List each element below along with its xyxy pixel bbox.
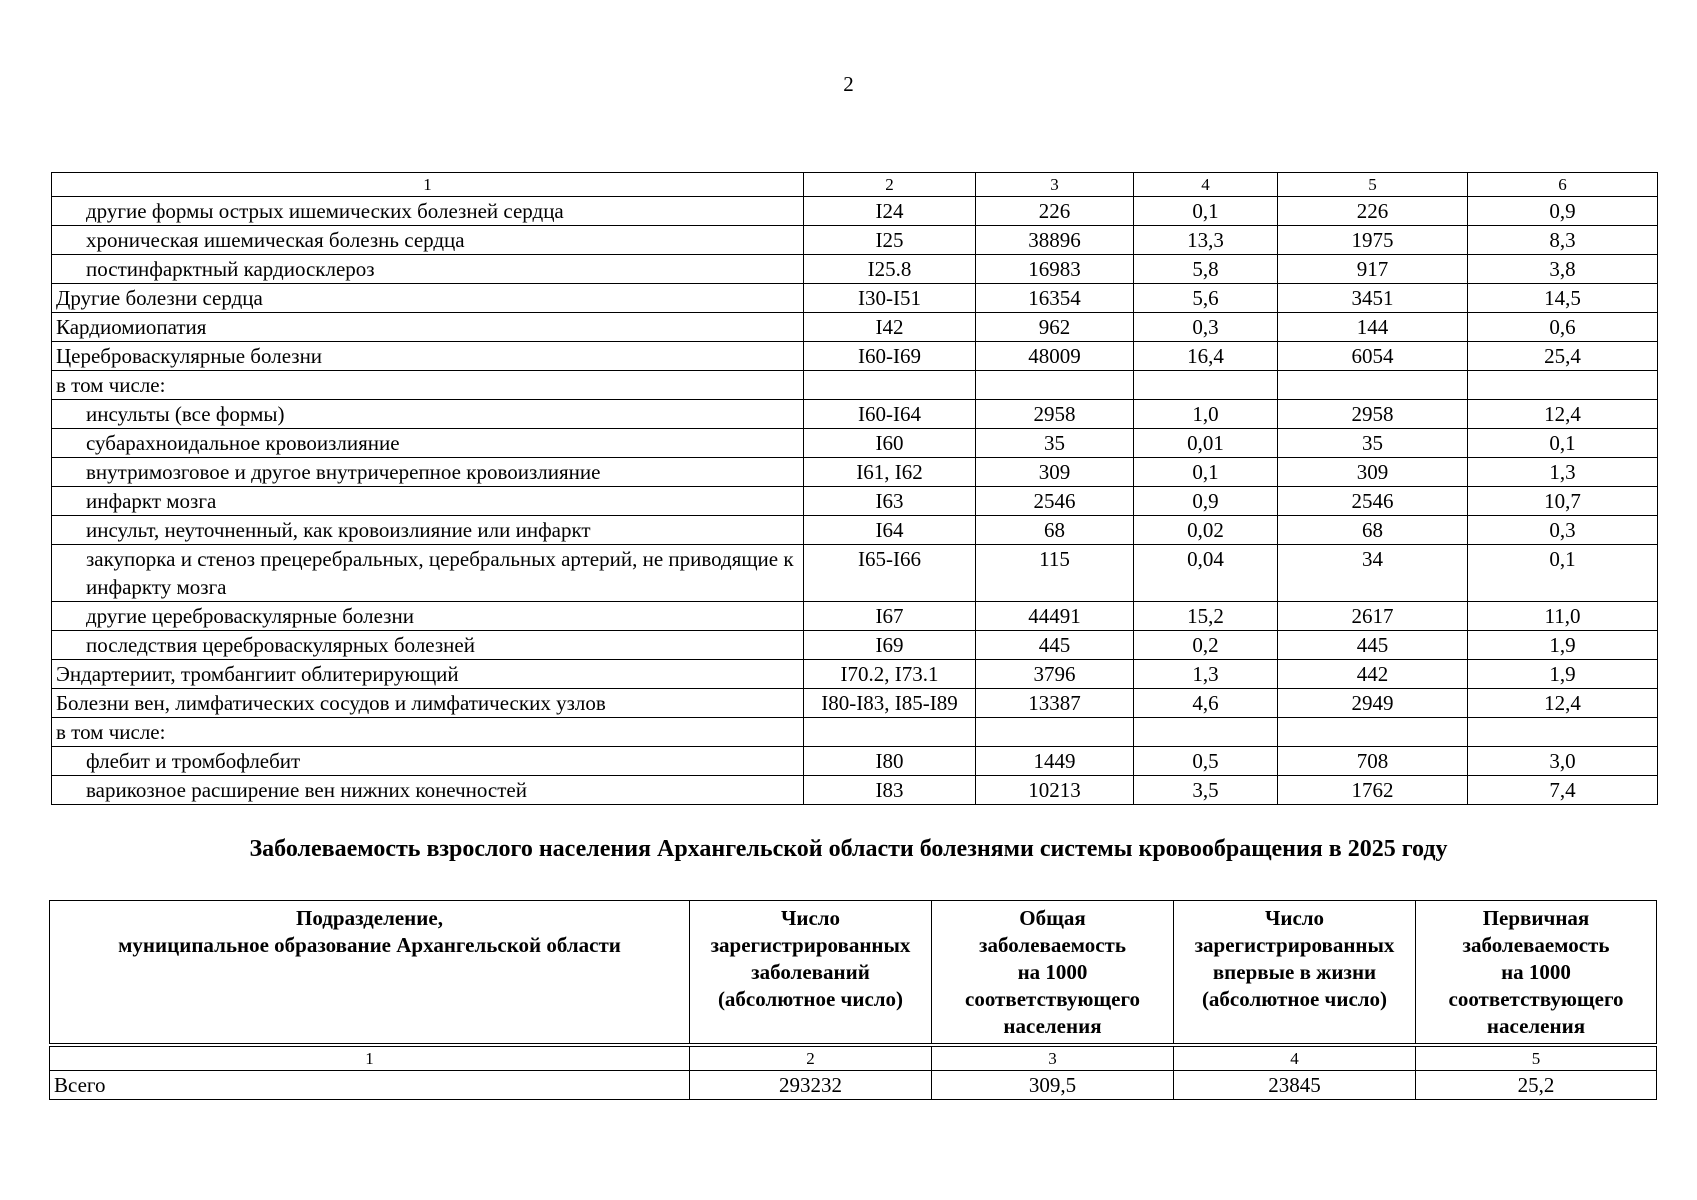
value-cell: 15,2	[1134, 602, 1278, 631]
disease-name: Эндартериит, тромбангиит облитерирующий	[52, 660, 804, 689]
value-cell: 48009	[976, 342, 1134, 371]
value-cell: 68	[1278, 516, 1468, 545]
table-row	[52, 197, 1658, 226]
value-cell: 3451	[1278, 284, 1468, 313]
value-cell: 0,1	[1134, 458, 1278, 487]
icd-code: I60	[804, 429, 976, 458]
value-cell: 0,04	[1134, 545, 1278, 602]
value-cell: 12,4	[1468, 689, 1658, 718]
icd-code: I64	[804, 516, 976, 545]
value-cell: 2949	[1278, 689, 1468, 718]
disease-name: флебит и тромбофлебит	[52, 747, 804, 776]
disease-name: Другие болезни сердца	[52, 284, 804, 313]
disease-name: постинфарктный кардиосклероз	[52, 255, 804, 284]
column-number: 1	[52, 173, 804, 197]
value-cell: 309	[976, 458, 1134, 487]
value-cell: 3796	[976, 660, 1134, 689]
table-row	[52, 776, 1658, 805]
table-row	[52, 400, 1658, 429]
icd-code: I24	[804, 197, 976, 226]
icd-code	[804, 371, 976, 400]
value-cell: 309,5	[932, 1071, 1174, 1100]
value-cell: 5,8	[1134, 255, 1278, 284]
column-number: 3	[932, 1045, 1174, 1071]
value-cell: 445	[1278, 631, 1468, 660]
value-cell: 445	[976, 631, 1134, 660]
value-cell: 0,02	[1134, 516, 1278, 545]
value-cell: 309	[1278, 458, 1468, 487]
icd-code: I60-I64	[804, 400, 976, 429]
value-cell: 34	[1278, 545, 1468, 602]
disease-name: инфаркт мозга	[52, 487, 804, 516]
value-cell: 16,4	[1134, 342, 1278, 371]
value-cell: 35	[1278, 429, 1468, 458]
value-cell: 1449	[976, 747, 1134, 776]
value-cell	[976, 371, 1134, 400]
value-cell: 293232	[690, 1071, 932, 1100]
value-cell: 35	[976, 429, 1134, 458]
table-row	[52, 371, 1658, 400]
column-number: 5	[1416, 1045, 1657, 1071]
value-cell: 25,4	[1468, 342, 1658, 371]
icd-code: I25.8	[804, 255, 976, 284]
value-cell: 16354	[976, 284, 1134, 313]
column-header: Первичная заболеваемость на 1000 соответствующего населения	[1416, 901, 1657, 1046]
icd-code: I63	[804, 487, 976, 516]
column-number: 4	[1174, 1045, 1416, 1071]
column-number: 4	[1134, 173, 1278, 197]
icd-code: I80	[804, 747, 976, 776]
value-cell: 6054	[1278, 342, 1468, 371]
column-number: 6	[1468, 173, 1658, 197]
value-cell: 0,9	[1468, 197, 1658, 226]
disease-name: инсульты (все формы)	[52, 400, 804, 429]
value-cell: 3,8	[1468, 255, 1658, 284]
column-header: Число зарегистрированных заболеваний (абсолютное число)	[690, 901, 932, 1046]
value-cell: 1,0	[1134, 400, 1278, 429]
value-cell: 0,3	[1134, 313, 1278, 342]
value-cell: 2546	[976, 487, 1134, 516]
value-cell: 44491	[976, 602, 1134, 631]
value-cell: 5,6	[1134, 284, 1278, 313]
column-number: 1	[50, 1045, 690, 1071]
table-row	[52, 458, 1658, 487]
value-cell: 1,3	[1134, 660, 1278, 689]
adult-incidence-table	[49, 900, 1657, 1100]
value-cell: 7,4	[1468, 776, 1658, 805]
table-row	[52, 602, 1658, 631]
column-header: Число зарегистрированных впервые в жизни (абсолютное число)	[1174, 901, 1416, 1046]
table-row	[52, 255, 1658, 284]
value-cell: 4,6	[1134, 689, 1278, 718]
table-row	[52, 545, 1658, 602]
header-row	[50, 901, 1657, 1046]
table-row	[52, 747, 1658, 776]
disease-name: Болезни вен, лимфатических сосудов и лимфатических узлов	[52, 689, 804, 718]
value-cell: 8,3	[1468, 226, 1658, 255]
value-cell: 226	[1278, 197, 1468, 226]
table-row	[50, 1071, 1657, 1100]
region-name: Всего	[50, 1071, 690, 1100]
value-cell: 3,5	[1134, 776, 1278, 805]
cardio-disease-table	[51, 172, 1658, 805]
value-cell: 2958	[1278, 400, 1468, 429]
value-cell: 442	[1278, 660, 1468, 689]
table-row	[52, 226, 1658, 255]
value-cell: 708	[1278, 747, 1468, 776]
value-cell: 3,0	[1468, 747, 1658, 776]
value-cell: 13387	[976, 689, 1134, 718]
table-row	[52, 718, 1658, 747]
value-cell: 38896	[976, 226, 1134, 255]
column-header: Подразделение, муниципальное образование Архангельской области	[50, 901, 690, 1046]
table-row	[52, 689, 1658, 718]
icd-code: I61, I62	[804, 458, 976, 487]
value-cell: 0,5	[1134, 747, 1278, 776]
value-cell: 13,3	[1134, 226, 1278, 255]
value-cell	[1468, 371, 1658, 400]
disease-name: внутримозговое и другое внутричерепное кровоизлияние	[52, 458, 804, 487]
value-cell: 0,1	[1134, 197, 1278, 226]
disease-name: Кардиомиопатия	[52, 313, 804, 342]
column-number: 3	[976, 173, 1134, 197]
value-cell: 1975	[1278, 226, 1468, 255]
icd-code: I80-I83, I85-I89	[804, 689, 976, 718]
column-number: 5	[1278, 173, 1468, 197]
value-cell: 115	[976, 545, 1134, 602]
table-row	[52, 631, 1658, 660]
disease-name: другие цереброваскулярные болезни	[52, 602, 804, 631]
value-cell: 68	[976, 516, 1134, 545]
disease-name: хроническая ишемическая болезнь сердца	[52, 226, 804, 255]
value-cell	[1134, 718, 1278, 747]
table-row	[52, 487, 1658, 516]
column-number-row	[52, 173, 1658, 197]
value-cell: 0,6	[1468, 313, 1658, 342]
table-row	[52, 284, 1658, 313]
icd-code: I70.2, I73.1	[804, 660, 976, 689]
value-cell: 0,1	[1468, 429, 1658, 458]
value-cell	[1134, 371, 1278, 400]
value-cell: 10,7	[1468, 487, 1658, 516]
disease-name: Цереброваскулярные болезни	[52, 342, 804, 371]
page-number: 2	[843, 72, 854, 96]
value-cell: 0,3	[1468, 516, 1658, 545]
value-cell: 14,5	[1468, 284, 1658, 313]
table-row	[52, 660, 1658, 689]
value-cell: 144	[1278, 313, 1468, 342]
column-number: 2	[690, 1045, 932, 1071]
icd-code: I67	[804, 602, 976, 631]
value-cell	[1278, 371, 1468, 400]
icd-code	[804, 718, 976, 747]
value-cell	[976, 718, 1134, 747]
icd-code: I83	[804, 776, 976, 805]
value-cell: 11,0	[1468, 602, 1658, 631]
value-cell: 226	[976, 197, 1134, 226]
table-title: Заболеваемость взрослого населения Архангельской области болезнями системы кровообращения в 2025 году	[249, 836, 1448, 862]
value-cell: 23845	[1174, 1071, 1416, 1100]
value-cell: 0,9	[1134, 487, 1278, 516]
value-cell: 1,9	[1468, 631, 1658, 660]
value-cell: 2958	[976, 400, 1134, 429]
table-row	[52, 429, 1658, 458]
value-cell	[1468, 718, 1658, 747]
disease-name: инсульт, неуточненный, как кровоизлияние или инфаркт	[52, 516, 804, 545]
table-row	[52, 342, 1658, 371]
disease-name: другие формы острых ишемических болезней сердца	[52, 197, 804, 226]
value-cell: 0,2	[1134, 631, 1278, 660]
column-number: 2	[804, 173, 976, 197]
disease-name: в том числе:	[52, 718, 804, 747]
disease-name: закупорка и стеноз прецеребральных, церебральных артерий, не приводящие к инфаркту мозга	[52, 545, 804, 602]
value-cell: 917	[1278, 255, 1468, 284]
value-cell: 1,3	[1468, 458, 1658, 487]
icd-code: I60-I69	[804, 342, 976, 371]
icd-code: I42	[804, 313, 976, 342]
value-cell: 0,1	[1468, 545, 1658, 602]
value-cell: 1762	[1278, 776, 1468, 805]
table-row	[52, 516, 1658, 545]
icd-code: I30-I51	[804, 284, 976, 313]
value-cell: 25,2	[1416, 1071, 1657, 1100]
icd-code: I69	[804, 631, 976, 660]
disease-name: субарахноидальное кровоизлияние	[52, 429, 804, 458]
value-cell: 2546	[1278, 487, 1468, 516]
disease-name: последствия цереброваскулярных болезней	[52, 631, 804, 660]
icd-code: I65-I66	[804, 545, 976, 602]
value-cell	[1278, 718, 1468, 747]
disease-name: в том числе:	[52, 371, 804, 400]
icd-code: I25	[804, 226, 976, 255]
column-number-row	[50, 1045, 1657, 1071]
value-cell: 1,9	[1468, 660, 1658, 689]
value-cell: 16983	[976, 255, 1134, 284]
value-cell: 12,4	[1468, 400, 1658, 429]
value-cell: 10213	[976, 776, 1134, 805]
value-cell: 962	[976, 313, 1134, 342]
value-cell: 0,01	[1134, 429, 1278, 458]
column-header: Общая заболеваемость на 1000 соответствующего населения	[932, 901, 1174, 1046]
table-row	[52, 313, 1658, 342]
disease-name: варикозное расширение вен нижних конечностей	[52, 776, 804, 805]
value-cell: 2617	[1278, 602, 1468, 631]
